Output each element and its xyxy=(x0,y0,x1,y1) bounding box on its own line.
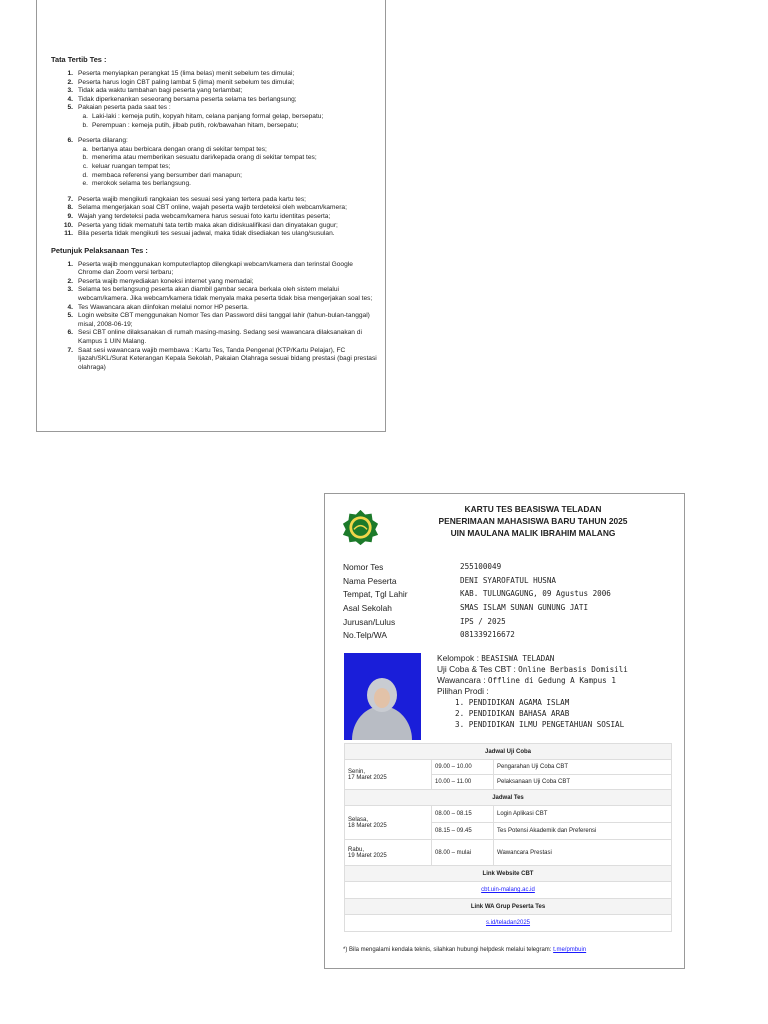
card-title-3: UIN MAULANA MALIK IBRAHIM MALANG xyxy=(450,528,616,538)
ujicoba-label: Uji Coba & Tes CBT : xyxy=(437,664,516,674)
info-value: KAB. TULUNGAGUNG, 09 Agustus 2006 xyxy=(460,589,611,599)
info-value: 255100049 xyxy=(460,562,502,571)
list-item: 2. Peserta harus login CBT paling lambat 5 (lima) menit sebelum tes dimulai; xyxy=(67,78,295,86)
kelompok-label: Kelompok : xyxy=(437,653,479,663)
info-label: Tempat, Tgl Lahir xyxy=(343,589,408,600)
prodi-item: 3. PENDIDIKAN ILMU PENGETAHUAN SOSIAL xyxy=(455,720,625,729)
item6-sublist xyxy=(78,146,385,189)
item5-sublist xyxy=(78,113,385,130)
prodi-label: Pilihan Prodi : xyxy=(437,686,489,696)
link-wa[interactable]: s.id/teladan2025 xyxy=(345,915,672,932)
list-item: 3. Tidak ada waktu tambahan bagi peserta yang terlambat; xyxy=(67,87,243,95)
link-wa-title: Link WA Grup Peserta Tes xyxy=(345,899,672,915)
list-item: 3. Selama tes berlangsung peserta akan diambil gambar secara berkala oleh sistem melalui webcam/kamera. Jika webcam/kamera tidak menyala maka peserta tidak bisa mengerjakan soal tes; xyxy=(67,286,373,303)
list-item: 5. Login website CBT menggunakan Nomor Tes dan Password diisi tanggal lahir (tahun-bulan-tanggal) misal, 2008-06-19; xyxy=(67,312,370,328)
wawancara-value: Offline di Gedung A Kampus 1 xyxy=(487,676,616,685)
list-item: 7. Peserta wajib mengikuti rangkaian tes sesuai sesi yang tertera pada kartu tes; xyxy=(67,195,306,203)
list-item: 8. Selama mengerjakan soal CBT online, wajah peserta wajib terdeteksi oleh webcam/kamera; xyxy=(67,204,347,212)
list-item: 1. Peserta wajib menggunakan komputer/laptop dilengkapi webcam/kamera dan terinstal Google Chrome dan Zoom versi terbaru; xyxy=(67,260,353,277)
tes-act-3: Wawancara Prestasi xyxy=(494,840,672,866)
list-item: d. membaca referensi yang bersumber dari manapun; xyxy=(82,171,242,179)
ujicoba-value: Online Berbasis Domisili xyxy=(518,665,628,674)
jadwal-uji-title: Jadwal Uji Coba xyxy=(345,744,672,760)
list-item: 9. Wajah yang terdeteksi pada webcam/kamera harus sesuai foto kartu identitas peserta; xyxy=(67,212,331,220)
rules-list xyxy=(51,70,385,113)
uji-day: Senin, 17 Maret 2025 xyxy=(345,760,432,790)
helpdesk-note: *) Bila mengalami kendala teknis, silahkan hubungi helpdesk melalui telegram: t.me/pmbuin xyxy=(343,947,587,953)
card-titles xyxy=(383,503,683,539)
list-item: 6. Peserta dilarang: xyxy=(67,137,128,145)
list-item: 2. Peserta wajib menyediakan koneksi internet yang memadai; xyxy=(67,277,254,285)
telegram-link[interactable]: t.me/pmbuin xyxy=(553,947,587,953)
info-value: IPS / 2025 xyxy=(460,616,506,626)
jadwal-tes-title: Jadwal Tes xyxy=(345,790,672,806)
info-label: Asal Sekolah xyxy=(343,603,392,614)
uji-act-1: Pengarahan Uji Coba CBT xyxy=(494,760,672,775)
info-value: DENI SYAROFATUL HUSNA xyxy=(460,575,557,585)
uji-time-1: 09.00 – 10.00 xyxy=(432,760,494,775)
tes-act-1: Login Aplikasi CBT xyxy=(494,806,672,823)
info-value: 081339216672 xyxy=(460,630,515,640)
rules-list-b xyxy=(51,196,385,239)
participant-photo xyxy=(344,653,421,740)
list-item: 6. Sesi CBT online dilaksanakan di rumah masing-masing. Sedang sesi wawancara dilaksanakan di Kampus 1 UIN Malang. xyxy=(67,329,362,346)
info-label: No.Telp/WA xyxy=(343,630,387,641)
tes-time-2: 08.15 – 09.45 xyxy=(432,823,494,840)
tes-time-3: 08.00 – mulai xyxy=(432,840,494,866)
rules-item6 xyxy=(51,137,385,146)
list-item: 1. Peserta menyiapkan perangkat 15 (lima belas) menit sebelum tes dimulai; xyxy=(67,70,295,77)
uji-time-2: 10.00 – 11.00 xyxy=(432,775,494,790)
petunjuk-list xyxy=(51,261,385,373)
prodi-item: 2. PENDIDIKAN BAHASA ARAB xyxy=(455,709,570,718)
list-item: e. merokok selama tes berlangsung. xyxy=(82,180,191,188)
prodi-item: 1. PENDIDIKAN AGAMA ISLAM xyxy=(455,698,570,707)
wawancara-label: Wawancara : xyxy=(437,675,486,685)
info-value: SMAS ISLAM SUNAN GUNUNG JATI xyxy=(460,603,589,613)
list-item: a. bertanya atau berbicara dengan orang di sekitar tempat tes; xyxy=(82,145,267,153)
info-label: Nama Peserta xyxy=(343,575,397,586)
card-title-2: PENERIMAAN MAHASISWA BARU TAHUN 2025 xyxy=(438,516,628,526)
uji-act-2: Pelaksanaan Uji Coba CBT xyxy=(494,775,672,790)
tes-act-2: Tes Potensi Akademik dan Preferensi xyxy=(494,823,672,840)
list-item: c. keluar ruangan tempat tes; xyxy=(82,162,171,170)
card-title-1: KARTU TES BEASISWA TELADAN xyxy=(464,504,602,514)
exam-details xyxy=(437,653,628,730)
tes-day-2: Rabu, 19 Maret 2025 xyxy=(345,840,432,866)
card-header xyxy=(325,494,684,556)
schedule-table xyxy=(344,743,672,932)
tata-tertib-title: Tata Tertib Tes : xyxy=(51,55,107,64)
list-item: 5. Pakaian peserta pada saat tes : xyxy=(67,104,171,112)
list-item: b. menerima atau memberikan sesuatu dari/kepada orang di sekitar tempat tes; xyxy=(82,154,317,162)
link-web[interactable]: cbt.uin-malang.ac.id xyxy=(345,882,672,899)
tes-day-1: Selasa, 18 Maret 2025 xyxy=(345,806,432,840)
info-label: Nomor Tes xyxy=(343,562,384,572)
uin-logo-icon xyxy=(342,509,379,546)
list-item: 7. Saat sesi wawancara wajib membawa : Kartu Tes, Tanda Pengenal (KTP/Kartu Pelajar), FC Ijazah/SKL/Surat Keterangan Kepala Sekolah, Pakaian Olahraga sesuai bidang prestasi (bagi prestasi olahraga) xyxy=(67,346,377,371)
kelompok-value: BEASISWA TELADAN xyxy=(481,654,555,663)
list-item: a. Laki-laki : kemeja putih, kopyah hitam, celana panjang formal gelap, bersepatu; xyxy=(82,112,324,120)
test-card xyxy=(324,493,685,969)
rules-panel xyxy=(36,0,386,432)
link-web-title: Link Website CBT xyxy=(345,866,672,882)
info-label: Jurusan/Lulus xyxy=(343,616,396,627)
list-item: 11. Bila peserta tidak mengikuti tes sesuai jadwal, maka tidak disediakan tes ulang/susulan. xyxy=(64,230,335,238)
list-item: 4. Tes Wawancara akan diinfokan melalui nomor HP peserta. xyxy=(67,303,249,311)
list-item: b. Perempuan : kemeja putih, jilbab putih, rok/bawahan hitam, bersepatu; xyxy=(82,121,299,129)
petunjuk-title: Petunjuk Pelaksanaan Tes : xyxy=(51,245,148,255)
list-item: 4. Tidak diperkenankan seseorang bersama peserta selama tes berlangsung; xyxy=(67,95,297,103)
prodi-list xyxy=(455,697,628,730)
tes-time-1: 08.00 – 08.15 xyxy=(432,806,494,823)
list-item: 10. Peserta yang tidak mematuhi tata tertib maka akan didiskualifikasi dan dinyatakan gugur; xyxy=(63,221,338,229)
